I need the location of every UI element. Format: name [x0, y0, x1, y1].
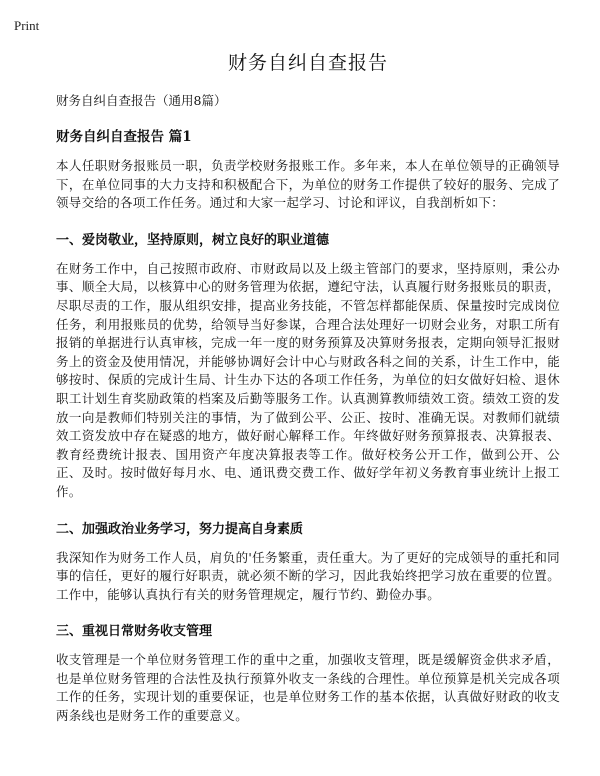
section-heading-1: 一、爱岗敬业，坚持原则，树立良好的职业道德	[56, 232, 330, 248]
document-title: 财务自纠自查报告	[227, 52, 388, 74]
print-label[interactable]: Print	[14, 18, 40, 33]
section-heading-2: 二、加强政治业务学习，努力提高自身素质	[56, 521, 304, 537]
document-body	[56, 48, 560, 742]
article-title: 财务自纠自查报告 篇1	[56, 129, 192, 145]
document-subtitle: 财务自纠自查报告（通用8篇）	[56, 93, 227, 108]
section-heading-3: 三、重视日常财务收支管理	[56, 624, 213, 640]
section-body-1: 在财务工作中，自己按照市政府、市财政局以及上级主管部门的要求，坚持原则，秉公办事、顺全大局，以核算中心的财务管理为依据，遵纪守法，认真履行财务报账员的职责，尽职尽责的工作，服从组织安排，提高业务技能，不管怎样都能保质、保量按时完成岗位任务，利用报账员的优势，给领导当好参谋，合理合法处理好一切财会业务，对职工所有报销的单据进行认真审核，完成一年一度的财务预算及决算财务报表，定期向领导汇报财务上的资金及使用情况，并能够协调好会计中心与财政各科之间的关系，计生工作中，能够按时、保质的完成计生局、计生办下达的各项工作任务，为单位的妇女做好妇检、退休职工计划生育奖励政策的档案及后勤等服务工作。认真测算教师绩效工资。绩效工资的发放一向是教师们特别关注的事情，为了做到公平、公正、按时、准确无误。对教师们就绩效工资发放中存在疑惑的地方，做好耐心解释工作。年终做好财务预算报表、决算报表、教育经费统计报表、国用资产年度决算报表等工作。做好校务公开工作，做到公开、公正、及时。按时做好每月水、电、通讯费交费工作、做好学年初义务教育事业统计上报工作。	[56, 260, 560, 499]
section-body-3: 收支管理是一个单位财务管理工作的重中之重，加强收支管理，既是缓解资金供求矛盾，也是单位财务管理的合法性及执行预算外收支一条线的合理性。单位预算是机关完成各项工作的任务，实现计划的重要保证，也是单位财务工作的基本依据，认真做好财政的收支两条线也是财务工作的重要意义。	[56, 652, 560, 724]
section-body-2: 我深知作为财务工作人员，肩负的'任务繁重，责任重大。为了更好的完成领导的重托和同事的信任，更好的履行好职责，就必须不断的学习，因此我始终把学习放在重要的位置。工作中，能够认真执行有关的财务管理规定，履行节约、勤俭办事。	[56, 549, 560, 602]
intro-paragraph: 本人任职财务报账员一职，负责学校财务报账工作。多年来，本人在单位领导的正确领导下，在单位同事的大力支持和积极配合下，为单位的财务工作提供了较好的服务、完成了领导交给的各项工作任务。通过和大家一起学习、讨论和评议，自我剖析如下：	[56, 158, 560, 211]
